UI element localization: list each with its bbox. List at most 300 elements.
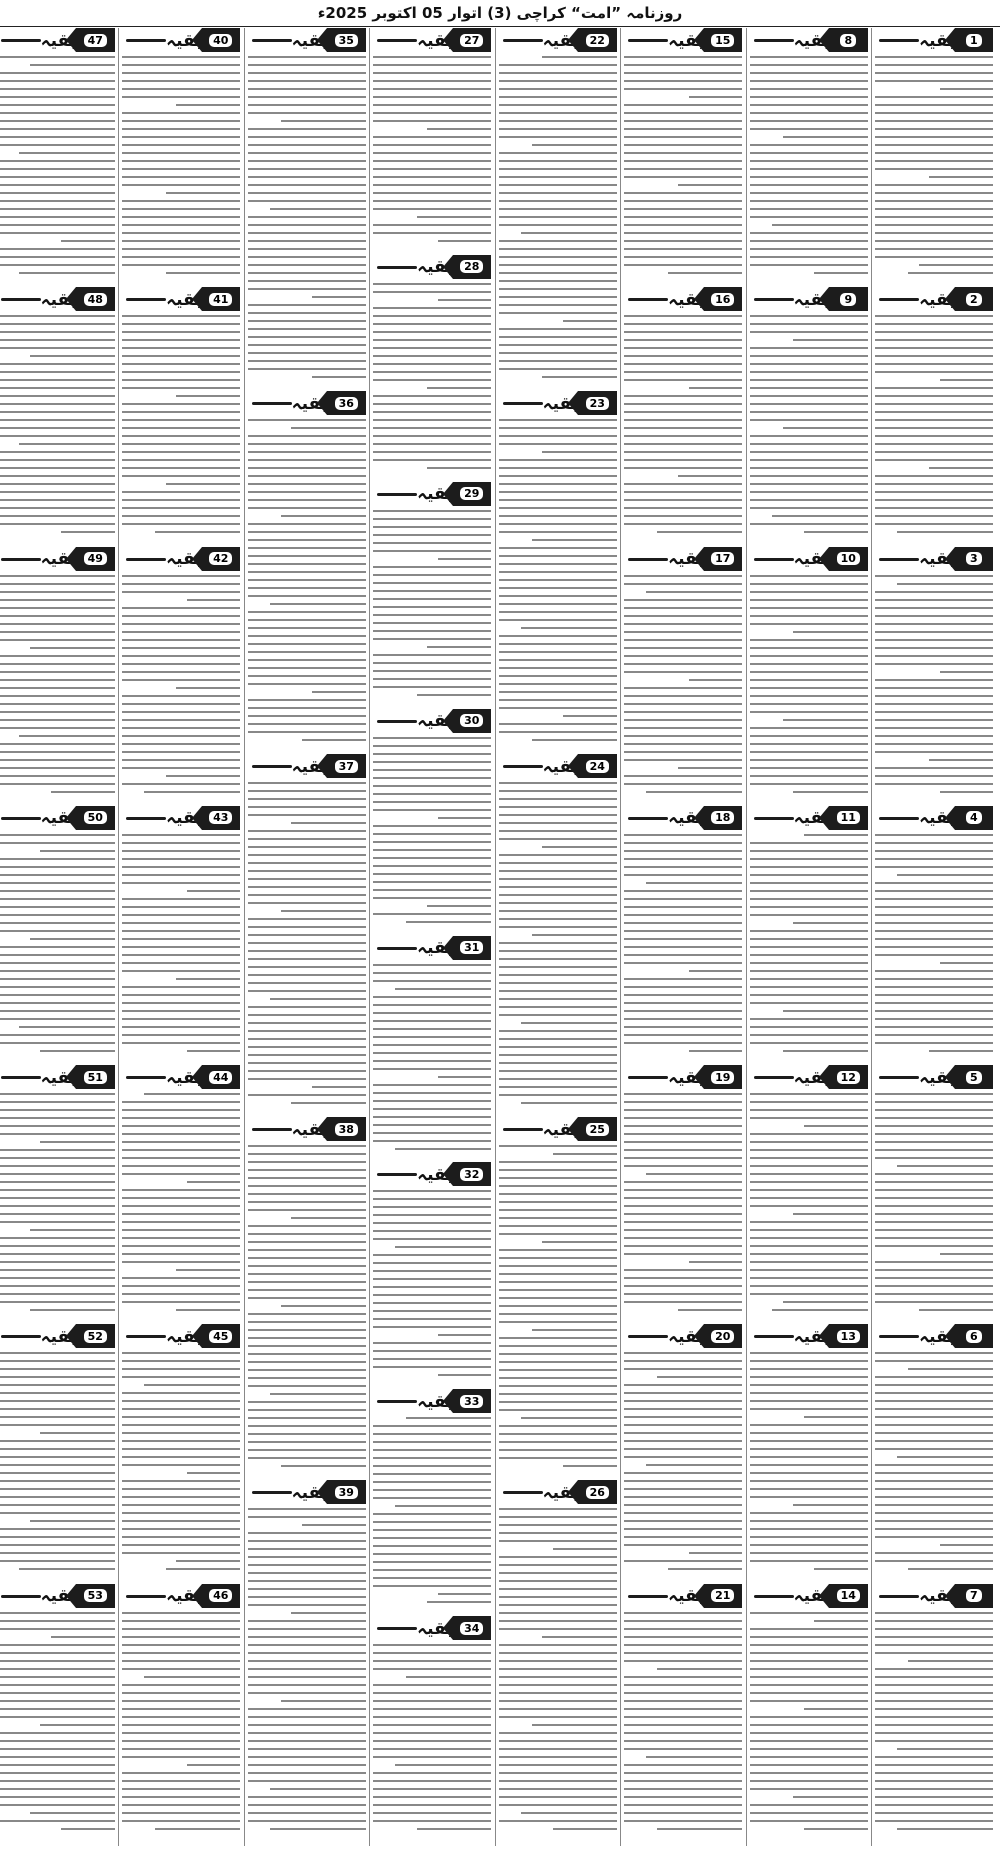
text-line <box>875 842 993 844</box>
text-line <box>0 419 115 421</box>
text-line <box>521 1417 617 1419</box>
text-line <box>875 719 993 721</box>
text-line <box>919 264 993 266</box>
text-line <box>814 1568 867 1570</box>
text-line <box>122 783 240 785</box>
text-line <box>373 1481 491 1483</box>
text-line <box>624 1644 742 1646</box>
text-line <box>0 1376 115 1378</box>
continued-label: بقیہ <box>40 1586 77 1607</box>
text-line <box>875 1740 993 1742</box>
article-text-block <box>499 1145 617 1476</box>
continued-number: 10 <box>837 552 860 565</box>
continued-header <box>373 709 491 733</box>
text-line <box>875 727 993 729</box>
text-line <box>499 443 617 445</box>
text-line <box>542 1636 616 1638</box>
text-line <box>19 735 115 737</box>
text-line <box>373 1820 491 1822</box>
continued-number: 7 <box>966 1589 982 1602</box>
text-line <box>122 1796 240 1798</box>
text-line <box>499 555 617 557</box>
text-line <box>122 128 240 130</box>
text-line <box>438 817 491 819</box>
text-line <box>875 994 993 996</box>
text-line <box>0 986 115 988</box>
text-line <box>750 1277 868 1279</box>
text-line <box>624 1448 742 1450</box>
text-line <box>875 1197 993 1199</box>
text-line <box>624 1724 742 1726</box>
text-line <box>373 1756 491 1758</box>
text-line <box>750 1197 868 1199</box>
text-line <box>30 355 115 357</box>
text-line <box>750 1424 868 1426</box>
text-line <box>875 1360 993 1362</box>
text-line <box>248 1401 366 1403</box>
text-line <box>144 1384 240 1386</box>
text-line <box>940 88 993 90</box>
text-line <box>624 834 742 836</box>
article-text-block <box>0 834 115 1061</box>
text-line <box>248 1628 366 1630</box>
continued-label: بقیہ <box>919 549 955 570</box>
text-line <box>122 727 240 729</box>
text-line <box>875 128 993 130</box>
text-line <box>0 56 115 58</box>
text-line <box>897 874 993 876</box>
text-line <box>373 964 491 966</box>
text-line <box>0 711 115 713</box>
text-line <box>373 865 491 867</box>
text-line <box>750 1612 868 1614</box>
text-line <box>0 200 115 202</box>
text-line <box>122 1512 240 1514</box>
text-line <box>0 216 115 218</box>
text-line <box>624 459 742 461</box>
text-line <box>624 994 742 996</box>
text-line <box>750 56 868 58</box>
text-line <box>122 1456 240 1458</box>
continued-number-box <box>453 709 491 733</box>
text-line <box>624 655 742 657</box>
text-line <box>312 691 365 693</box>
text-line <box>499 942 617 944</box>
text-line <box>624 1165 742 1167</box>
text-line <box>248 216 366 218</box>
continued-number: 48 <box>84 293 107 306</box>
text-line <box>0 898 115 900</box>
text-line <box>624 1812 742 1814</box>
continued-header <box>750 1584 868 1608</box>
text-line <box>51 1636 115 1638</box>
text-line <box>373 1433 491 1435</box>
text-line <box>499 1764 617 1766</box>
text-line <box>0 264 115 266</box>
text-line <box>499 256 617 258</box>
text-line <box>624 395 742 397</box>
text-line <box>248 368 366 370</box>
text-line <box>499 72 617 74</box>
text-line <box>624 411 742 413</box>
text-line <box>875 419 993 421</box>
text-line <box>0 655 115 657</box>
text-line <box>248 1668 366 1670</box>
text-line <box>750 1432 868 1434</box>
text-line <box>406 1676 491 1678</box>
text-line <box>875 914 993 916</box>
text-line <box>750 1109 868 1111</box>
text-line <box>270 208 366 210</box>
article-text-block <box>624 1612 742 1839</box>
text-line <box>122 1245 240 1247</box>
text-line <box>750 1644 868 1646</box>
text-line <box>0 954 115 956</box>
text-line <box>875 1472 993 1474</box>
text-line <box>521 1102 617 1104</box>
text-line <box>187 1050 240 1052</box>
text-line <box>875 1221 993 1223</box>
text-line <box>176 1269 240 1271</box>
text-line <box>875 1620 993 1622</box>
text-line <box>248 635 366 637</box>
text-line <box>122 435 240 437</box>
text-line <box>0 1245 115 1247</box>
continued-number-box <box>955 1584 993 1608</box>
text-line <box>373 606 491 608</box>
text-line <box>624 208 742 210</box>
text-line <box>248 96 366 98</box>
text-line <box>122 248 240 250</box>
article-text-block <box>750 834 868 1061</box>
text-line <box>373 1425 491 1427</box>
text-line <box>624 264 742 266</box>
text-line <box>624 898 742 900</box>
continued-number: 21 <box>711 1589 734 1602</box>
text-line <box>373 1788 491 1790</box>
text-line <box>248 112 366 114</box>
text-line <box>875 256 993 258</box>
text-line <box>499 1225 617 1227</box>
article-text-block <box>122 1352 240 1579</box>
text-line <box>122 1109 240 1111</box>
text-line <box>0 946 115 948</box>
text-line <box>875 1109 993 1111</box>
text-line <box>122 1392 240 1394</box>
text-line <box>0 168 115 170</box>
text-line <box>875 224 993 226</box>
text-line <box>750 583 868 585</box>
text-line <box>248 419 366 421</box>
text-line <box>499 1556 617 1558</box>
text-line <box>553 1548 617 1550</box>
text-line <box>248 104 366 106</box>
text-line <box>438 1334 491 1336</box>
text-line <box>122 339 240 341</box>
text-line <box>875 248 993 250</box>
text-line <box>624 363 742 365</box>
text-line <box>438 1593 491 1595</box>
text-line <box>499 1540 617 1542</box>
text-line <box>624 1253 742 1255</box>
text-line <box>624 88 742 90</box>
text-line <box>373 283 491 285</box>
text-line <box>248 950 366 952</box>
text-line <box>624 323 742 325</box>
text-line <box>750 403 868 405</box>
text-line <box>291 1102 365 1104</box>
text-line <box>624 954 742 956</box>
continued-number: 44 <box>209 1071 232 1084</box>
text-line <box>499 982 617 984</box>
text-line <box>499 806 617 808</box>
text-line <box>0 1620 115 1622</box>
text-line <box>875 850 993 852</box>
text-line <box>176 1560 240 1562</box>
text-line <box>0 1002 115 1004</box>
text-line <box>750 64 868 66</box>
text-line <box>122 679 240 681</box>
text-line <box>248 1385 366 1387</box>
continued-label: بقیہ <box>291 30 328 51</box>
text-line <box>624 1612 742 1614</box>
text-line <box>122 1213 240 1215</box>
text-line <box>248 176 366 178</box>
text-line <box>373 1561 491 1563</box>
text-line <box>248 1548 366 1550</box>
text-line <box>624 1149 742 1151</box>
text-line <box>750 331 868 333</box>
text-line <box>122 1612 240 1614</box>
column-4 <box>499 28 617 1848</box>
text-line <box>624 1560 742 1562</box>
text-line <box>624 1237 742 1239</box>
header-ornament <box>624 287 668 311</box>
text-line <box>940 671 993 673</box>
text-line <box>750 355 868 357</box>
column-8 <box>0 28 115 1848</box>
text-line <box>750 1724 868 1726</box>
continued-number-box <box>829 287 867 311</box>
text-line <box>499 1281 617 1283</box>
text-line <box>783 719 868 721</box>
text-line <box>624 1780 742 1782</box>
text-line <box>122 954 240 956</box>
text-line <box>122 168 240 170</box>
text-line <box>624 1245 742 1247</box>
text-line <box>248 1337 366 1339</box>
text-line <box>499 507 617 509</box>
text-line <box>875 80 993 82</box>
text-line <box>248 168 366 170</box>
text-line <box>248 88 366 90</box>
text-line <box>373 1302 491 1304</box>
text-line <box>373 566 491 568</box>
text-line <box>499 667 617 669</box>
continued-label: بقیہ <box>919 1326 955 1347</box>
text-line <box>624 775 742 777</box>
text-line <box>0 882 115 884</box>
text-line <box>624 858 742 860</box>
text-line <box>0 1612 115 1614</box>
text-line <box>122 224 240 226</box>
continued-header <box>875 1584 993 1608</box>
text-line <box>0 607 115 609</box>
text-line <box>248 1054 366 1056</box>
text-line <box>499 878 617 880</box>
text-line <box>248 152 366 154</box>
text-line <box>499 571 617 573</box>
text-line <box>897 1456 993 1458</box>
header-ornament <box>499 754 543 778</box>
text-line <box>438 1076 491 1078</box>
text-line <box>624 1764 742 1766</box>
article-text-block <box>373 737 491 932</box>
text-line <box>897 1165 993 1167</box>
continued-number-box <box>76 1065 114 1089</box>
article-text-block <box>373 1417 491 1612</box>
text-line <box>187 1472 240 1474</box>
text-line <box>373 889 491 891</box>
text-line <box>750 906 868 908</box>
text-line <box>248 459 366 461</box>
continued-number: 5 <box>966 1071 982 1084</box>
text-line <box>750 1480 868 1482</box>
text-line <box>499 894 617 896</box>
text-line <box>373 1198 491 1200</box>
article-text-block <box>875 1612 993 1839</box>
article-text-block <box>875 56 993 283</box>
text-line <box>122 1708 240 1710</box>
text-line <box>248 942 366 944</box>
header-ornament <box>499 1117 543 1141</box>
text-line <box>312 1086 365 1088</box>
text-line <box>122 906 240 908</box>
header-ornament <box>624 1065 668 1089</box>
text-line <box>750 1684 868 1686</box>
text-line <box>19 152 115 154</box>
text-line <box>499 312 617 314</box>
text-line <box>875 599 993 601</box>
text-line <box>875 906 993 908</box>
continued-header <box>499 28 617 52</box>
text-line <box>875 499 993 501</box>
text-line <box>875 751 993 753</box>
text-line <box>499 918 617 920</box>
text-line <box>248 683 366 685</box>
text-line <box>373 403 491 405</box>
text-line <box>248 56 366 58</box>
text-line <box>373 72 491 74</box>
article-text-block <box>373 283 491 478</box>
text-line <box>373 176 491 178</box>
text-line <box>248 715 366 717</box>
text-line <box>750 1408 868 1410</box>
text-line <box>0 363 115 365</box>
text-line <box>248 336 366 338</box>
text-line <box>750 1392 868 1394</box>
text-line <box>373 996 491 998</box>
text-line <box>40 850 114 852</box>
text-line <box>248 1772 366 1774</box>
column-7 <box>122 28 240 1848</box>
text-line <box>122 1133 240 1135</box>
text-line <box>248 595 366 597</box>
continued-label: بقیہ <box>291 393 328 414</box>
text-line <box>499 1572 617 1574</box>
text-line <box>875 1101 993 1103</box>
article-text-block <box>0 575 115 802</box>
text-line <box>499 208 617 210</box>
text-line <box>689 679 742 681</box>
text-line <box>750 160 868 162</box>
text-line <box>0 1205 115 1207</box>
text-line <box>0 1692 115 1694</box>
text-line <box>750 1026 868 1028</box>
text-line <box>875 1464 993 1466</box>
text-line <box>373 1441 491 1443</box>
text-line <box>122 719 240 721</box>
article-text-block <box>122 56 240 283</box>
text-line <box>499 515 617 517</box>
continued-number: 39 <box>335 1486 358 1499</box>
continued-label: بقیہ <box>417 1164 453 1185</box>
text-line <box>875 451 993 453</box>
text-line <box>750 938 868 940</box>
text-line <box>248 571 366 573</box>
continued-number: 41 <box>209 293 232 306</box>
continued-label: بقیہ <box>40 289 77 310</box>
text-line <box>122 986 240 988</box>
text-line <box>875 1141 993 1143</box>
text-line <box>0 914 115 916</box>
continued-number: 19 <box>711 1071 734 1084</box>
text-line <box>624 64 742 66</box>
text-line <box>750 858 868 860</box>
text-line <box>689 1261 742 1263</box>
text-line <box>875 1042 993 1044</box>
text-line <box>499 1014 617 1016</box>
text-line <box>373 443 491 445</box>
text-line <box>373 96 491 98</box>
continued-number-box <box>202 547 240 571</box>
text-line <box>122 639 240 641</box>
continued-number: 13 <box>837 1330 860 1343</box>
text-line <box>750 1352 868 1354</box>
text-line <box>373 825 491 827</box>
text-line <box>875 1002 993 1004</box>
text-line <box>624 112 742 114</box>
continued-header <box>373 936 491 960</box>
continued-header <box>624 806 742 830</box>
text-line <box>499 1385 617 1387</box>
text-line <box>875 1488 993 1490</box>
text-line <box>122 1352 240 1354</box>
text-line <box>750 176 868 178</box>
text-line <box>0 1173 115 1175</box>
header-ornament <box>248 1117 292 1141</box>
text-line <box>248 1457 366 1459</box>
text-line <box>499 1313 617 1315</box>
text-line <box>624 599 742 601</box>
text-line <box>875 136 993 138</box>
text-line <box>875 1408 993 1410</box>
text-line <box>166 775 240 777</box>
text-line <box>373 1270 491 1272</box>
text-line <box>248 256 366 258</box>
header-ornament <box>624 806 668 830</box>
text-line <box>624 583 742 585</box>
